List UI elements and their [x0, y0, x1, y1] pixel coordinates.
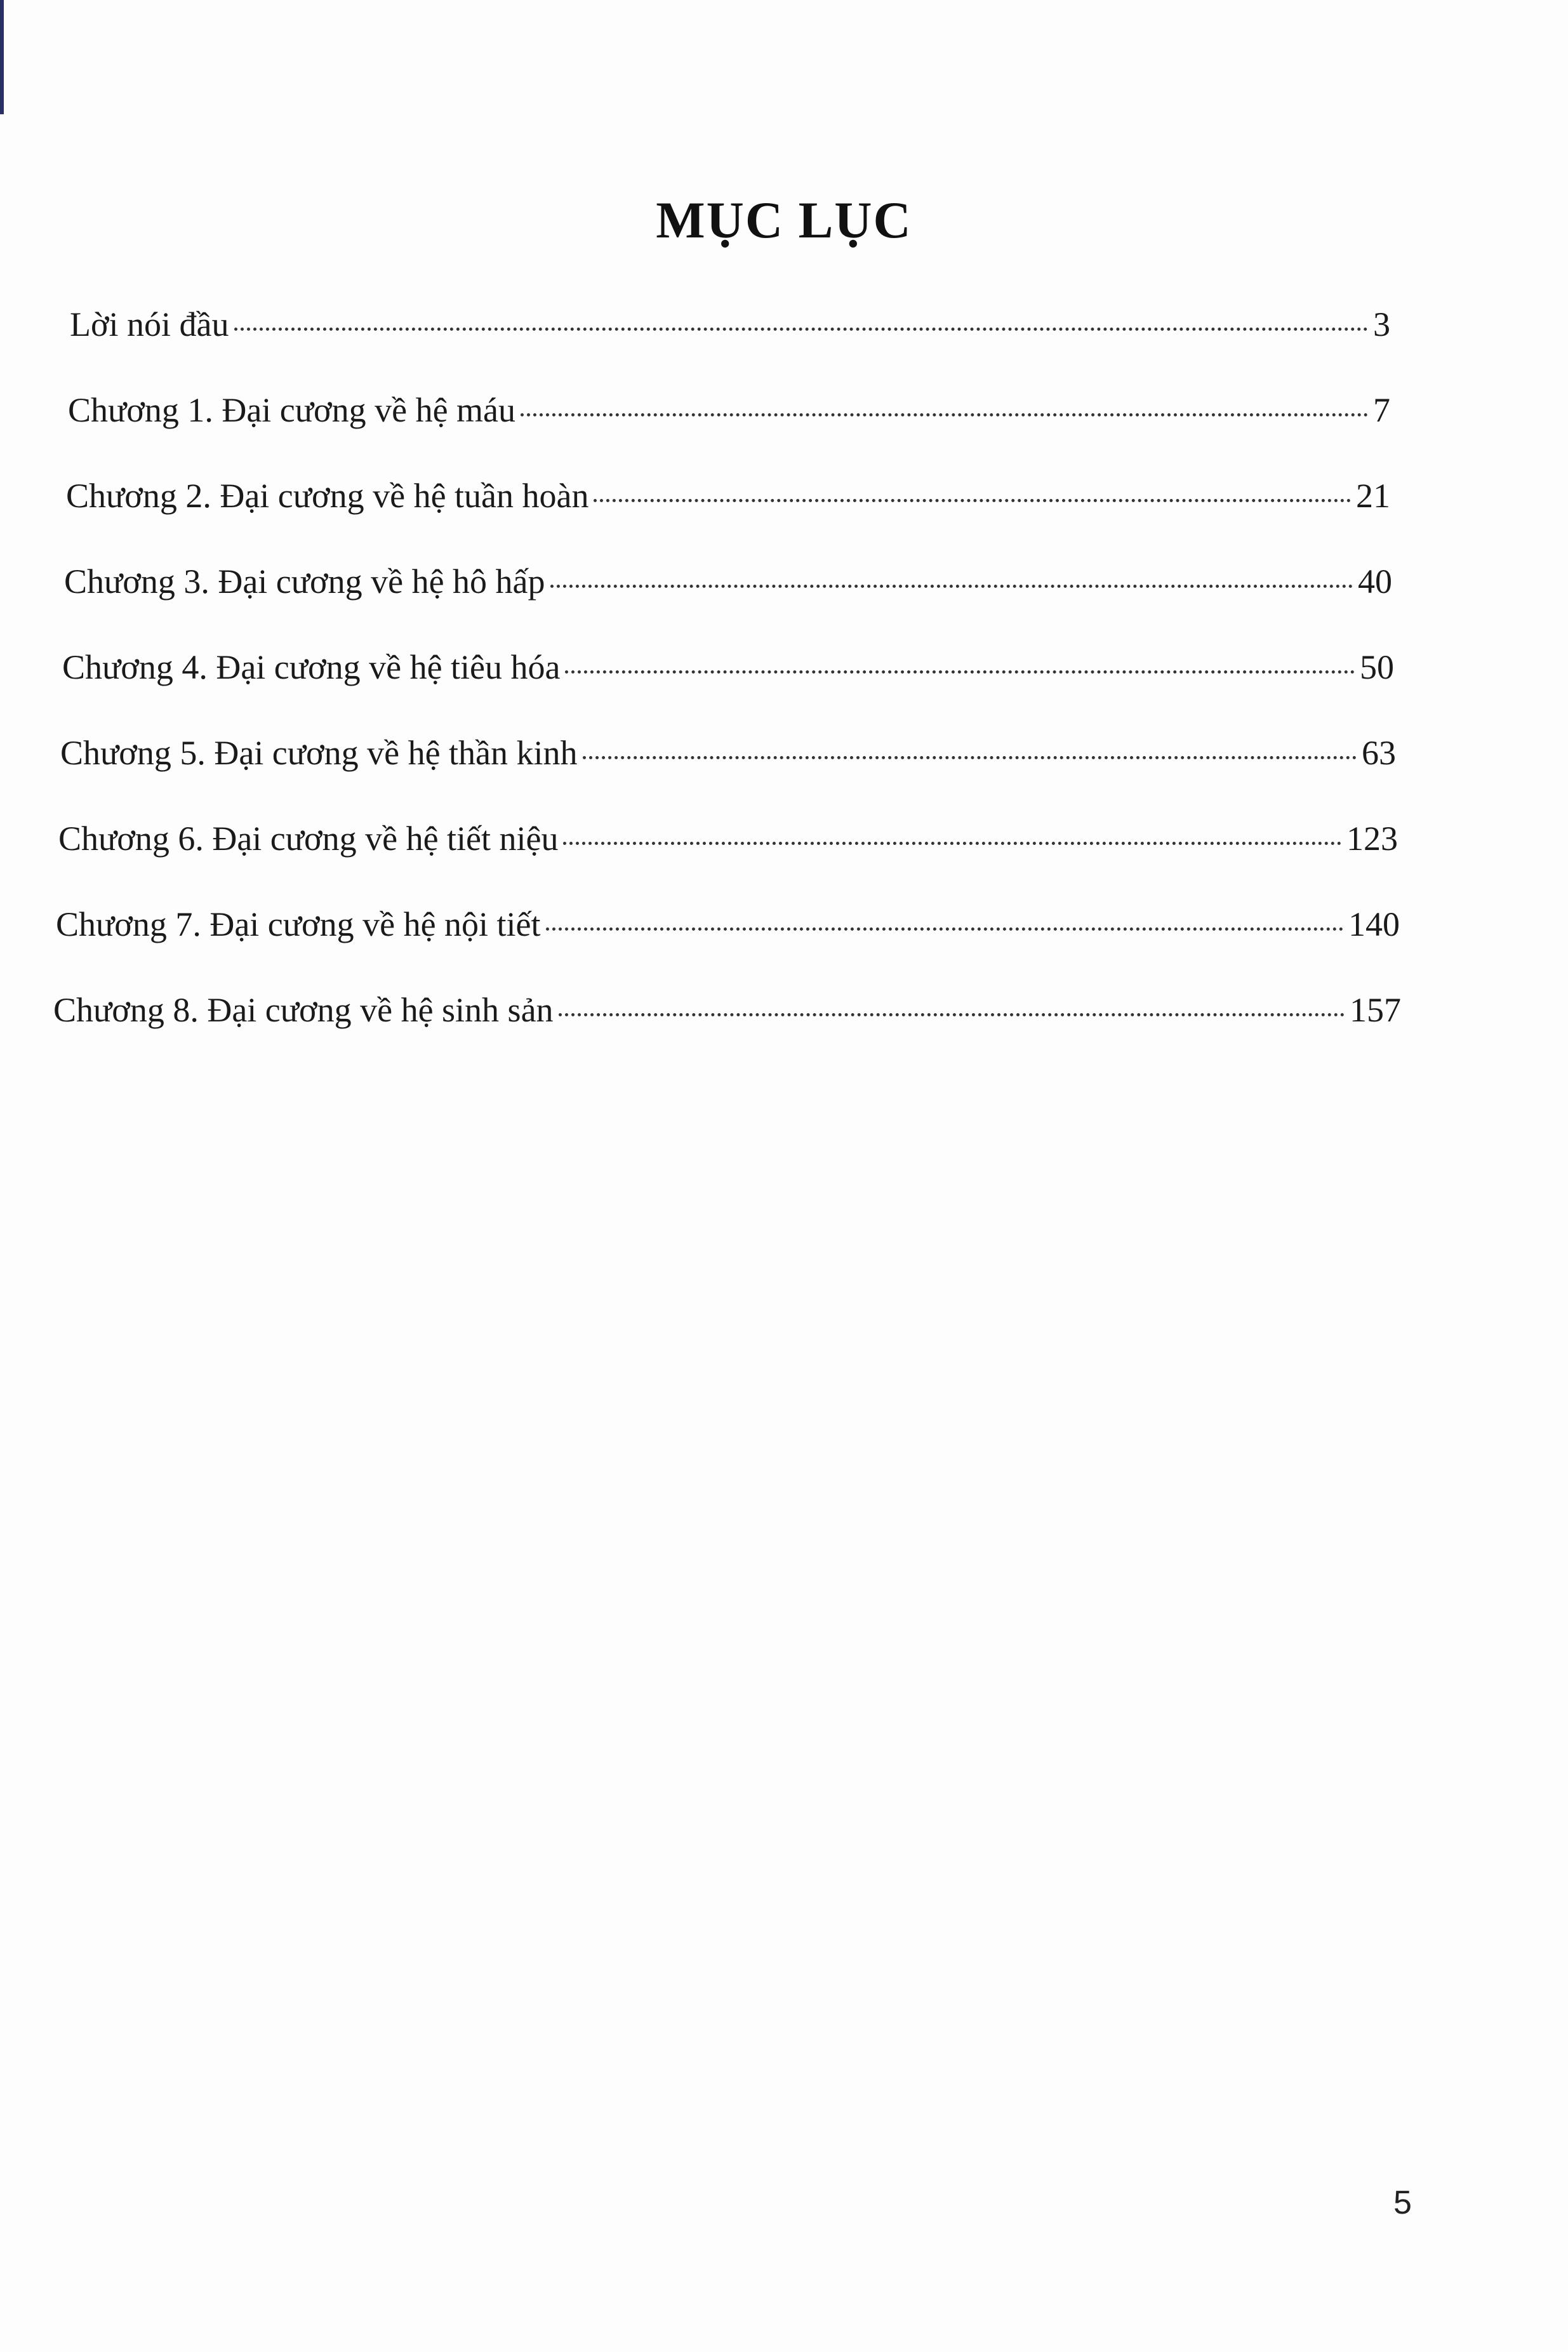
toc-leader-dots [559, 1000, 1345, 1016]
toc-entry-page: 50 [1360, 648, 1394, 686]
toc-leader-dots [563, 829, 1341, 845]
toc-entry-label: Lời nói đầu [70, 305, 229, 343]
toc-entry-label: Chương 1. Đại cương về hệ máu [68, 391, 516, 429]
toc-leader-dots [546, 915, 1343, 931]
toc-entry-chapter-2[interactable] [66, 476, 1390, 515]
toc-entry-label: Chương 8. Đại cương về hệ sinh sản [53, 991, 554, 1029]
toc-entry-page: 7 [1373, 391, 1390, 429]
toc-leader-dots [594, 486, 1351, 502]
toc-entry-label: Chương 7. Đại cương về hệ nội tiết [56, 905, 541, 943]
toc-entry-label: Chương 4. Đại cương về hệ tiêu hóa [62, 648, 561, 686]
scan-edge [0, 0, 4, 114]
toc-entry-chapter-8[interactable] [53, 990, 1401, 1030]
toc-entry-page: 3 [1373, 305, 1390, 343]
toc-entry-page: 157 [1350, 991, 1401, 1029]
page-title: MỤC LỤC [656, 191, 912, 249]
toc-entry-page: 123 [1346, 820, 1398, 858]
toc-entry-label: Chương 2. Đại cương về hệ tuần hoàn [66, 477, 589, 515]
toc-leader-dots [565, 658, 1355, 674]
toc-entry-label: Chương 5. Đại cương về hệ thần kinh [60, 734, 578, 772]
toc-entry-chapter-5[interactable] [60, 733, 1396, 773]
toc-entry-label: Chương 6. Đại cương về hệ tiết niệu [58, 820, 559, 858]
toc-entry-chapter-6[interactable] [58, 819, 1398, 858]
toc-entry-page: 140 [1348, 905, 1400, 943]
toc-leader-dots [234, 315, 1368, 331]
toc-entry-chapter-7[interactable] [56, 905, 1400, 944]
toc-entry-label: Chương 3. Đại cương về hệ hô hấp [64, 562, 545, 601]
toc-entry-chapter-1[interactable] [68, 390, 1390, 430]
toc-entry-chapter-4[interactable] [62, 648, 1394, 687]
toc-leader-dots [550, 572, 1353, 588]
toc-entry-chapter-3[interactable] [64, 562, 1392, 601]
toc-leader-dots [521, 401, 1368, 416]
toc-entry-preface[interactable] [70, 305, 1390, 344]
page-number: 5 [1393, 2184, 1412, 2221]
toc-leader-dots [583, 743, 1357, 759]
toc-entry-page: 63 [1362, 734, 1396, 772]
toc-entry-page: 40 [1358, 562, 1392, 601]
toc-entry-page: 21 [1356, 477, 1390, 515]
